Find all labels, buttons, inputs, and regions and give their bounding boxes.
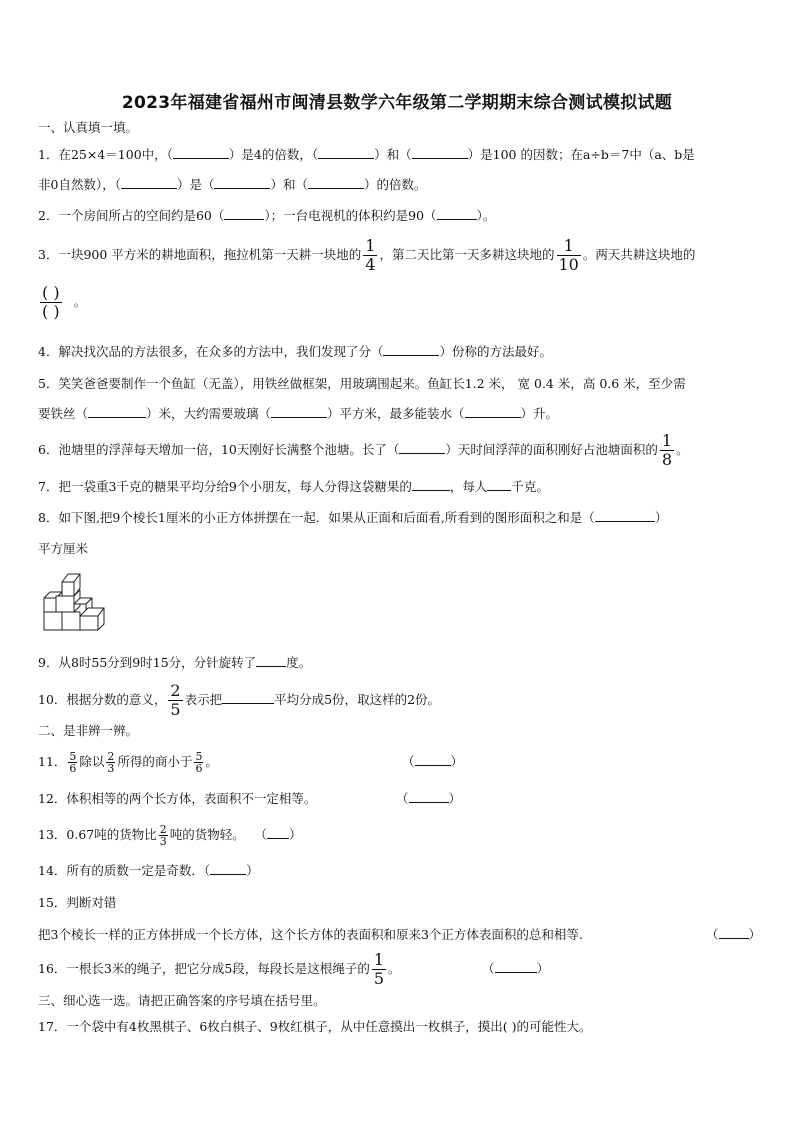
judge-blank[interactable]: （ ） bbox=[396, 791, 462, 806]
page-title: 2023年福建省福州市闽清县数学六年级第二学期期末综合测试模拟试题 bbox=[121, 93, 673, 113]
question-11: 11． $\frac{5}{6}$ 除以 $\frac{2}{3}$ 所得的商小于 $\frac{5}{6}$ 。 bbox=[38, 750, 218, 775]
answer-blank[interactable] bbox=[271, 417, 327, 418]
question-5-line-2: 要铁丝（ ）米，大约需要玻璃（ ）平方米，最多能装水（ ）升。 bbox=[38, 406, 559, 421]
answer-blank[interactable] bbox=[222, 703, 274, 704]
fraction-one-quarter: $\frac{1}{4}$ bbox=[365, 236, 376, 274]
answer-blank[interactable] bbox=[256, 666, 286, 667]
section-1-heading: 一、认真填一填。 bbox=[38, 120, 139, 135]
answer-blank[interactable] bbox=[487, 490, 511, 491]
question-10: 10．根据分数的意义， $\frac{2}{5}$ 表示把 平均分成5份，取这样的2份。 bbox=[38, 681, 441, 719]
question-16: 16．一根长3米的绳子，把它分成5段，每段长是这根绳子的 $\frac{1}{5}$ 。 bbox=[38, 950, 401, 988]
answer-fraction-blank[interactable]: $\frac{( )}{( )}$ bbox=[42, 283, 60, 321]
question-3-answer: $\frac{( )}{( )}$ 。 bbox=[42, 283, 87, 321]
section-3-heading: 三、细心选一选。请把正确答案的序号填在括号里。 bbox=[38, 993, 326, 1008]
answer-blank[interactable] bbox=[214, 188, 270, 189]
question-5-line-1: 5．笑笑爸爸要制作一个鱼缸（无盖），用铁丝做框架，用玻璃围起来。鱼缸长1.2 米， 宽 0.4 米，高 0.6 米，至少需 bbox=[38, 376, 686, 391]
question-9: 9．从8时55分到9时15分，分针旋转了 度。 bbox=[38, 655, 312, 670]
question-17: 17．一个袋中有4枚黑棋子、6枚白棋子、9枚红棋子，从中任意摸出一枚棋子，摸出( )的可能性大。 bbox=[38, 1019, 592, 1034]
section-2-heading: 二、是非辨一辨。 bbox=[38, 723, 139, 738]
answer-blank[interactable] bbox=[121, 188, 177, 189]
question-1-line-2: 非0自然数），（ ）是（ ）和（ ）的倍数。 bbox=[38, 177, 427, 192]
fraction-five-sixths: $\frac{5}{6}$ bbox=[195, 750, 203, 775]
answer-blank[interactable] bbox=[308, 188, 364, 189]
answer-blank[interactable] bbox=[437, 219, 477, 220]
fraction-five-sixths: $\frac{5}{6}$ bbox=[69, 750, 77, 775]
answer-blank[interactable] bbox=[173, 158, 229, 159]
answer-blank[interactable] bbox=[595, 521, 655, 522]
question-8-line-2: 平方厘米 bbox=[38, 541, 89, 556]
fraction-two-thirds: $\frac{2}{3}$ bbox=[107, 750, 115, 775]
question-8-line-1: 8．如下图,把9个棱长1厘米的小正方体拼摆在一起．如果从正面和后面看,所看到的图形面积之和是（ ） bbox=[38, 510, 668, 525]
question-15: 把3个棱长一样的正方体拼成一个长方体，这个长方体的表面积和原来3个正方体表面积的总和相等. bbox=[38, 927, 583, 942]
judge-blank[interactable] bbox=[210, 874, 246, 875]
question-13: 13．0.67吨的货物比 $\frac{2}{3}$ 吨的货物轻。 （ ） bbox=[38, 823, 302, 848]
cube-stack-figure bbox=[40, 564, 120, 640]
question-12: 12．体积相等的两个长方体，表面积不一定相等。 bbox=[38, 791, 317, 806]
answer-blank[interactable] bbox=[465, 417, 521, 418]
judge-blank[interactable]: （ ） bbox=[402, 754, 464, 769]
answer-blank[interactable] bbox=[318, 158, 374, 159]
judge-blank[interactable]: （ ） bbox=[706, 927, 762, 942]
answer-blank[interactable] bbox=[399, 453, 445, 454]
question-7: 7．把一袋重3千克的糖果平均分给9个小朋友，每人分得这袋糖果的 ，每人 千克。 bbox=[38, 479, 549, 494]
answer-blank[interactable] bbox=[224, 219, 264, 220]
question-15-heading: 15．判断对错 bbox=[38, 895, 117, 910]
answer-blank[interactable] bbox=[412, 490, 450, 491]
judge-blank[interactable]: （ ） bbox=[260, 827, 302, 842]
judge-blank[interactable]: （ ） bbox=[482, 961, 550, 976]
answer-blank[interactable] bbox=[88, 417, 146, 418]
question-3: 3．一块900 平方米的耕地面积，拖拉机第一天耕一块地的 $\frac{1}{4}$ ，第二天比第一天多耕这块地的 $\frac{1}{10}$ 。两天共耕这块地的 bbox=[38, 236, 696, 274]
fraction-one-fifth: $\frac{1}{5}$ bbox=[373, 950, 385, 988]
question-14: 14．所有的质数一定是奇数．（ ） bbox=[38, 863, 259, 878]
question-6: 6．池塘里的浮萍每天增加一倍，10天刚好长满整个池塘。长了（ ）天时间浮萍的面积刚好占池塘面积的 $\frac{1}{8}$ 。 bbox=[38, 431, 689, 469]
question-2: 2．一个房间所占的空间约是60（ ）；一台电视机的体积约是90（ ）。 bbox=[38, 208, 496, 223]
answer-blank[interactable] bbox=[412, 158, 468, 159]
fraction-one-tenth: $\frac{1}{10}$ bbox=[558, 236, 579, 274]
question-1-line-1: 1．在25×4＝100中，（ ）是4的倍数，（ ）和（ ）是100 的因数；在a÷b＝7中（a、b是 bbox=[38, 147, 695, 162]
fraction-two-thirds: $\frac{2}{3}$ bbox=[159, 823, 167, 848]
answer-blank[interactable] bbox=[383, 355, 439, 356]
question-4: 4．解决找次品的方法很多，在众多的方法中，我们发现了分（ ）份称的方法最好。 bbox=[38, 344, 552, 359]
fraction-one-eighth: $\frac{1}{8}$ bbox=[661, 431, 673, 469]
fraction-two-fifths: $\frac{2}{5}$ bbox=[170, 681, 181, 719]
